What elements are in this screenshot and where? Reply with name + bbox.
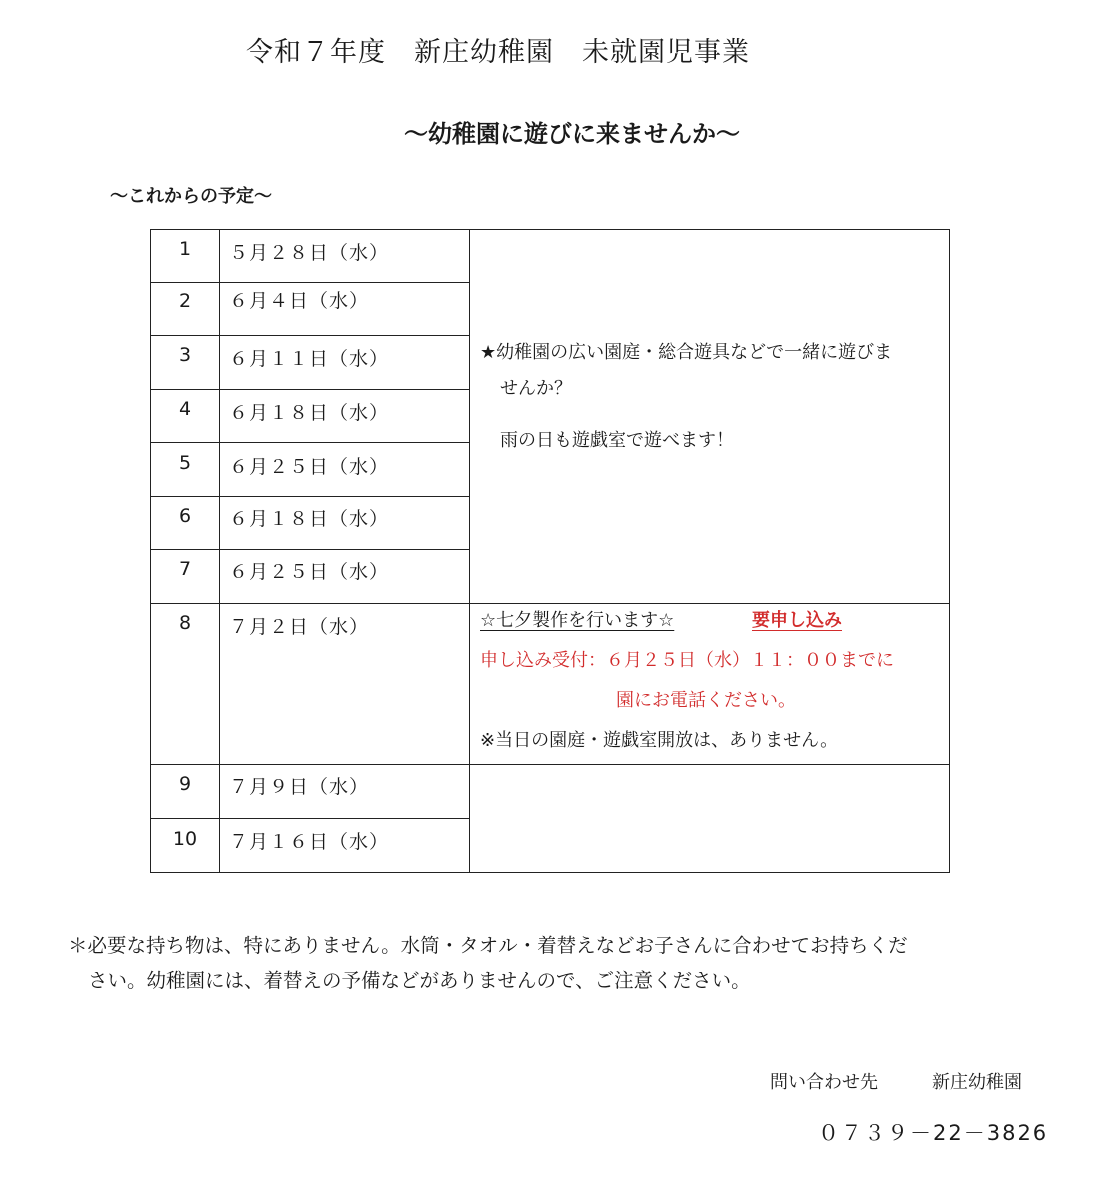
info-line: 雨の日も遊戯室で遊べます！	[500, 430, 734, 451]
event-notice: ※当日の園庭・遊戯室開放は、ありません。	[480, 730, 839, 751]
row-date: ６月２５日（水）	[229, 456, 390, 478]
info-line: せんか？	[500, 378, 572, 399]
footer-note-line: さい。幼稚園には、着替えの予備などがありませんので、ご注意ください。	[88, 969, 751, 992]
schedule-heading: ～これからの予定～	[110, 186, 272, 207]
row-date: ６月１８日（水）	[229, 508, 390, 530]
row-date: ５月２８日（水）	[229, 242, 390, 264]
row-date: ６月４日（水）	[229, 290, 370, 312]
row-date: ７月２日（水）	[229, 616, 370, 638]
row-date: ７月９日（水）	[229, 776, 370, 798]
row-number: 3	[178, 344, 192, 366]
contact-label: 問い合わせ先	[770, 1072, 878, 1093]
row-number: 2	[178, 290, 192, 312]
row-number: 4	[178, 398, 192, 420]
row-number: 6	[178, 505, 192, 527]
required-badge: 要申し込み	[752, 610, 842, 631]
page-subtitle: ～幼稚園に遊びに来ませんか～	[404, 120, 740, 148]
schedule-table	[150, 229, 950, 873]
row-date: ６月１８日（水）	[229, 402, 390, 424]
contact-name: 新庄幼稚園	[932, 1072, 1022, 1093]
deadline-line: 申し込み受付：６月２５日（水）１１：００までに	[480, 650, 894, 671]
info-line: ★幼稚園の広い園庭・総合遊具などで一緒に遊びま	[480, 342, 893, 363]
row-number: 1	[178, 238, 192, 260]
row-number: 9	[178, 773, 192, 795]
row-date: ６月２５日（水）	[229, 561, 390, 583]
row-number: 7	[178, 558, 192, 580]
row-date: ６月１１日（水）	[229, 348, 390, 370]
deadline-line: 園にお電話ください。	[616, 690, 796, 711]
contact-phone: ０７３９－22－3826	[818, 1121, 1049, 1145]
event-title: ☆七夕製作を行います☆	[480, 610, 675, 631]
row-number: 8	[178, 612, 192, 634]
row-number: 10	[172, 828, 198, 850]
page-title: 令和７年度 新庄幼稚園 未就園児事業	[246, 37, 750, 68]
row-date: ７月１６日（水）	[229, 831, 390, 853]
footer-note-line: ＊必要な持ち物は、特にありません。水筒・タオル・着替えなどお子さんに合わせてお持ちくだ	[68, 934, 908, 957]
row-number: 5	[178, 452, 192, 474]
